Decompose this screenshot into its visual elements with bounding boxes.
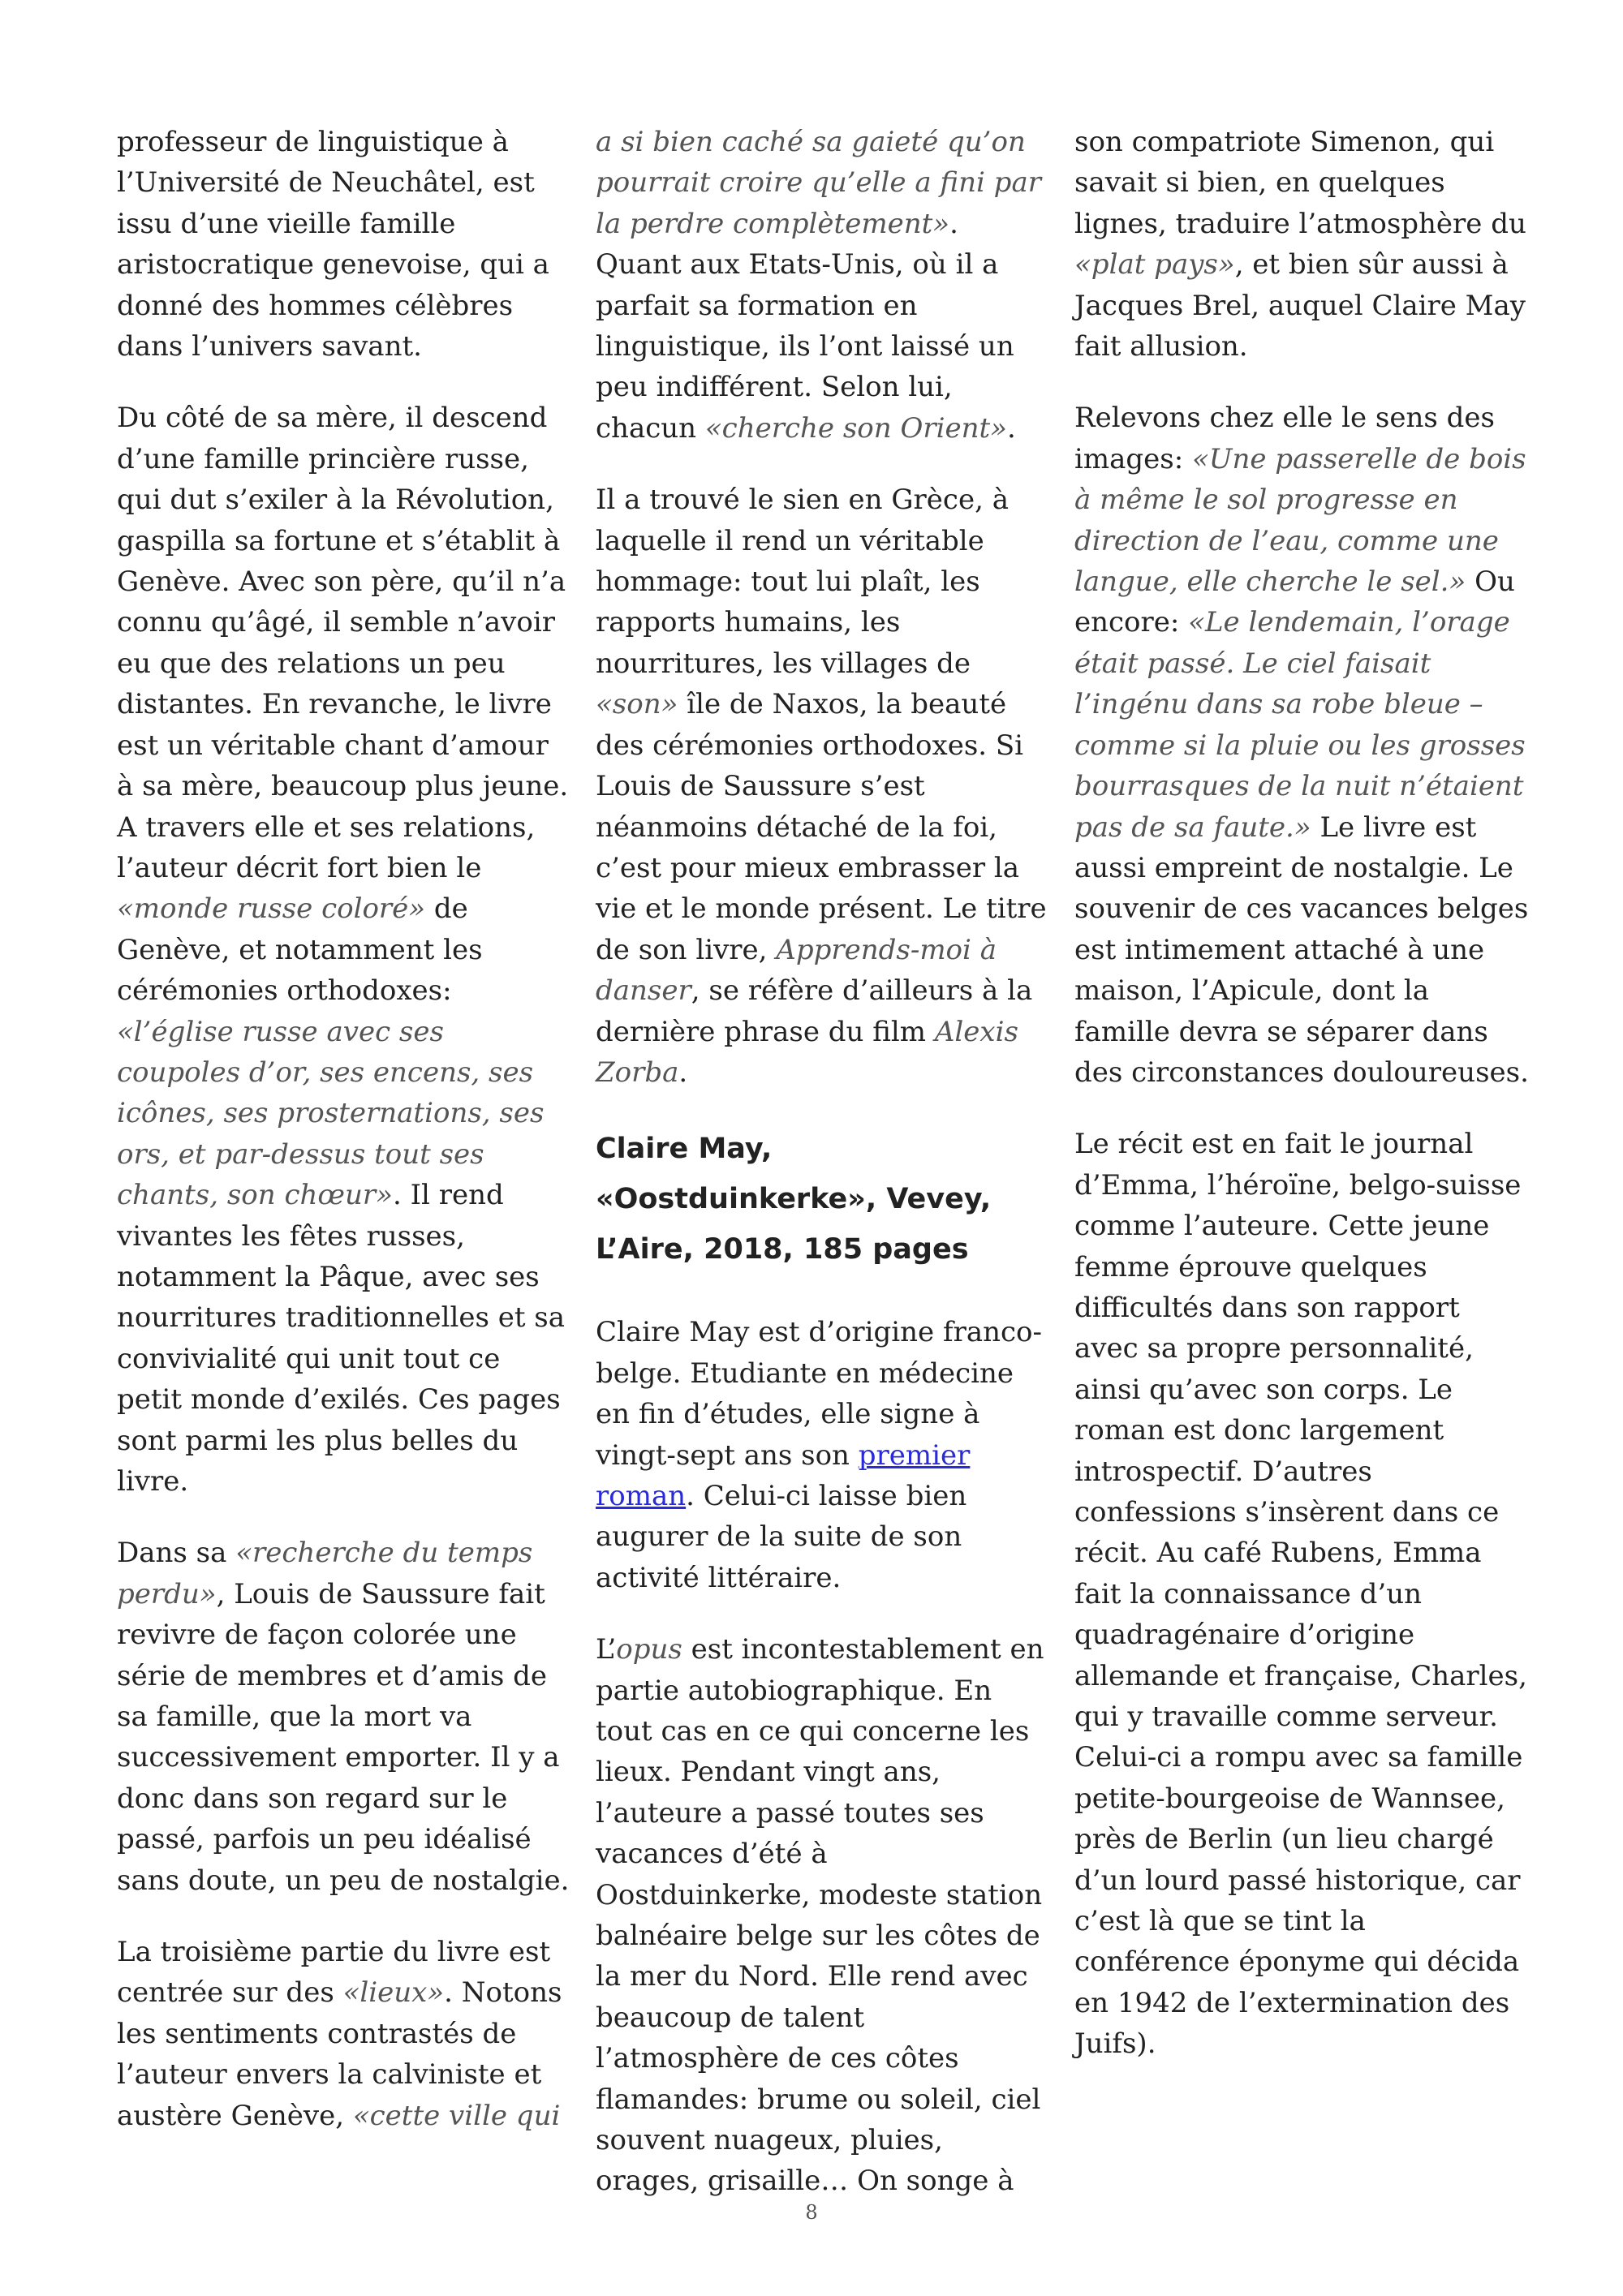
review-heading: Claire May, «Oostduinkerke», Vevey, L’Aire, 2018, 185 pages [596, 1133, 992, 1266]
quote: a si bien caché sa gaieté qu’on pourrait croire qu’elle a fini par la perdre complètement» [596, 126, 1041, 240]
paragraph: a si bien caché sa gaieté qu’on pourrait croire qu’elle a fini par la perdre complètement». Quant aux Etats-Unis, où il a parfait sa formation en linguistique, ils l’ont laissé un peu indifférent. Selon lui, chacun «cherche son Orient». [596, 126, 1041, 445]
quote: «Le lendemain, l’orage était passé. Le ciel faisait l’ingénu dans sa robe bleue – comme si la pluie ou les grosses bourrasques de la nuit n’étaient pas de sa faute.» [1074, 606, 1526, 844]
page-number: 8 [805, 2201, 818, 2224]
quote: «monde russe coloré» [117, 892, 426, 926]
premier-roman-link[interactable]: premier roman [596, 1438, 971, 1512]
paragraph: Dans sa «recherche du temps perdu», Louis de Saussure fait revivre de façon colorée une série de membres et d’amis de sa famille, que la mort va successivement emporter. Il y a donc dans son regard sur le passé, parfois un peu idéalisé sans doute, un peu de nostalgie. [117, 1537, 570, 1897]
quote: «son» [596, 688, 678, 721]
paragraph: Claire May est d’origine franco-belge. Etudiante en médecine en fin d’études, elle signe à vingt-sept ans son premier roman. Celui-ci laisse bien augurer de la suite de son activité littéraire. [596, 1316, 1042, 1594]
quote: «Une passerelle de bois à même le sol progresse en direction de l’eau, comme une langue, elle cherche le sel.» [1074, 442, 1526, 599]
quote: «cherche son Orient» [704, 411, 1007, 445]
quote: «recherche du temps perdu» [117, 1537, 533, 1610]
paragraph: Il a trouvé le sien en Grèce, à laquelle il rend un véritable hommage: tout lui plaît, les rapports humains, les nourritures, les villages de «son» île de Naxos, la beauté des cérémonies orthodoxes. Si Louis de Saussure s’est néanmoins détaché de la foi, c’est pour mieux embrasser la vie et le monde présent. Le titre de son livre, Apprends-moi à danser, se réfère d’ailleurs à la dernière phrase du film Alexis Zorba. [596, 484, 1047, 1089]
paragraph: L’opus est incontestablement en partie autobiographique. En tout cas en ce qui concerne les lieux. Pendant vingt ans, l’auteure a passé toutes ses vacances d’été à Oostduinkerke, modeste station balnéaire belge sur les côtes de la mer du Nord. Elle rend avec beaucoup de talent l’atmosphère de ces côtes flamandes: brume ou soleil, ciel souvent nuageux, pluies, orages, grisaille… On songe à [596, 1633, 1044, 2198]
term: opus [616, 1633, 682, 1666]
book-title: Apprends-moi à danser [596, 933, 997, 1008]
text-column-3 [1074, 122, 1529, 2096]
paragraph: Le récit est en fait le journal d’Emma, l’héroïne, belgo-suisse comme l’auteure. Cette jeune femme éprouve quelques difficultés dans son rapport avec sa propre personnalité, ainsi qu’avec son corps. Le roman est donc largement introspectif. D’autres confessions s’insèrent dans ce récit. Au café Rubens, Emma fait la connaissance d’un quadragénaire d’origine allemande et française, Charles, qui y travaille comme serveur. Celui-ci a rompu avec sa famille petite-bourgeoise de Wannsee, près de Berlin (un lieu chargé d’un lourd passé historique, car c’est là que se tint la conférence éponyme qui décida en 1942 de l’extermination des Juifs). [1074, 1128, 1527, 2061]
film-title: Alexis Zorba [596, 1015, 1018, 1089]
quote: «lieux» [342, 1976, 445, 2010]
quote: «l’église russe avec ses coupoles d’or, ses encens, ses icônes, ses prosternations, ses ors, et par-dessus tout ses chants, son chœur» [117, 1015, 545, 1212]
paragraph: Du côté de sa mère, il descend d’une famille princière russe, qui dut s’exiler à la Révolution, gaspilla sa fortune et s’établit à Genève. Avec son père, qu’il n’a connu qu’âgé, il semble n’avoir eu que des relations un peu distantes. En revanche, le livre est un véritable chant d’amour à sa mère, beaucoup plus jeune. A travers elle et ses relations, l’auteur décrit fort bien le «monde russe coloré» de Genève, et notamment les cérémonies orthodoxes: «l’église russe avec ses coupoles d’or, ses encens, ses icônes, ses prosternations, ses ors, et par-dessus tout ses chants, son chœur». Il rend vivantes les fêtes russes, notamment la Pâque, avec ses nourritures traditionnelles et sa convivialité qui unit tout ce petit monde d’exilés. Ces pages sont parmi les plus belles du livre. [117, 402, 569, 1498]
paragraph: professeur de linguistique à l’Université de Neuchâtel, est issu d’une vieille famille aristocratique genevoise, qui a donné des hommes célèbres dans l’univers savant. [117, 126, 549, 363]
paragraph: son compatriote Simenon, qui savait si bien, en quelques lignes, traduire l’atmosphère du «plat pays», et bien sûr aussi à Jacques Brel, auquel Claire May fait allusion. [1074, 126, 1526, 363]
quote: «plat pays» [1074, 248, 1235, 282]
paragraph: La troisième partie du livre est centrée sur des «lieux». Notons les sentiments contrastés de l’auteur envers la calviniste et austère Genève, «cette ville qui [117, 1936, 562, 2132]
text-column-1 [117, 122, 571, 2167]
text-column-2 [596, 122, 1050, 2233]
paragraph: Relevons chez elle le sens des images: «Une passerelle de bois à même le sol progresse en direction de l’eau, comme une langue, elle cherche le sel.» Ou encore: «Le lendemain, l’orage était passé. Le ciel faisait l’ingénu dans sa robe bleue – comme si la pluie ou les grosses bourrasques de la nuit n’étaient pas de sa faute.» Le livre est aussi empreint de nostalgie. Le souvenir de ces vacances belges est intimement attaché à une maison, l’Apicule, dont la famille devra se séparer dans des circonstances douloureuses. [1074, 402, 1529, 1089]
quote: «cette ville qui [352, 2099, 561, 2132]
